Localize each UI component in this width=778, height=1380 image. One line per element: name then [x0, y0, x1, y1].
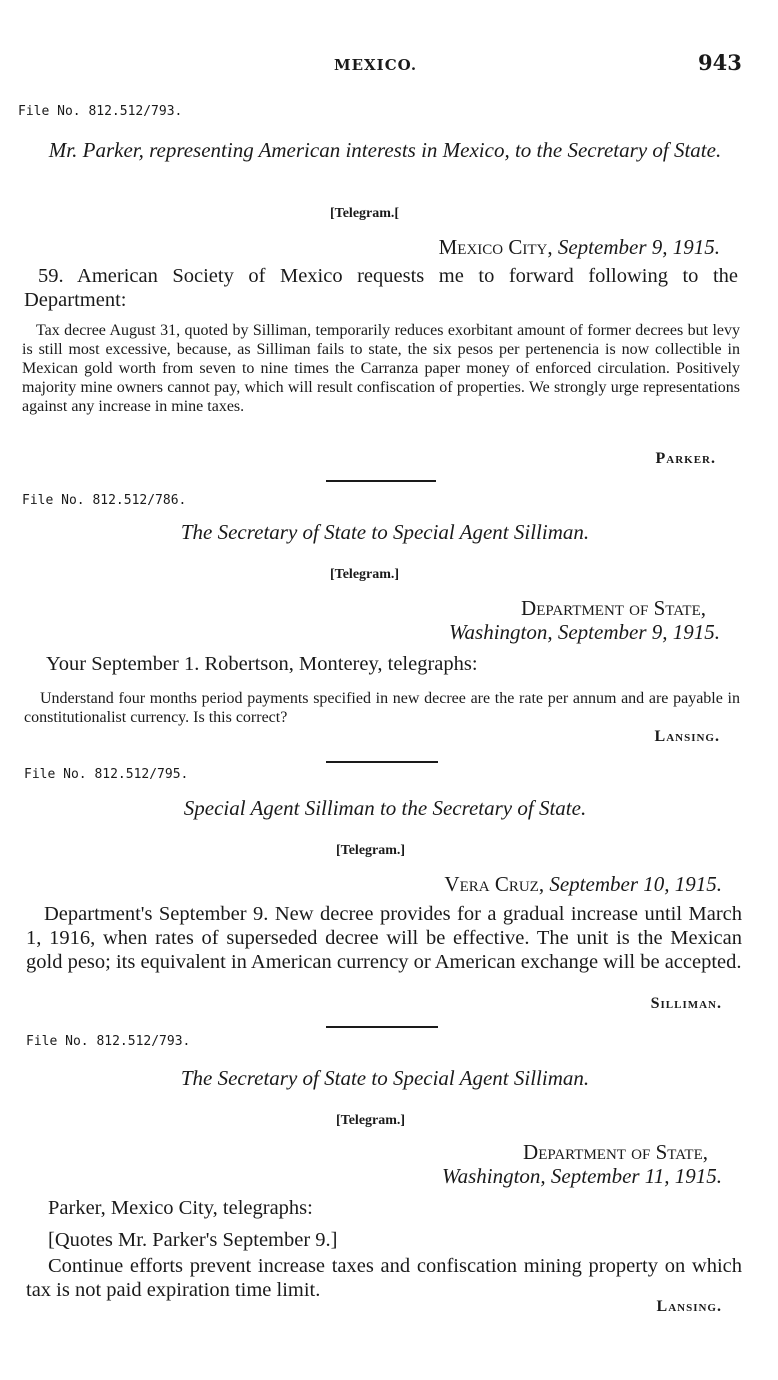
signature: Silliman.	[650, 995, 722, 1012]
dateline-place: Department of State,	[523, 1140, 708, 1164]
telegram-label: [Telegram.[	[330, 206, 400, 221]
body-paragraph: Department's September 9. New decree provides for a gradual increase until March 1, 1916, when rates of superseded decree will be effective. The unit is the Mexican gold peso; its equivalent in American currency or American exchange will be accepted.	[26, 903, 742, 973]
dateline-place: Department of State,	[521, 596, 706, 620]
file-number: File No. 812.512/786.	[22, 493, 187, 508]
running-head: MEXICO.	[334, 56, 418, 74]
dateline-place: Vera Cruz,	[444, 872, 545, 896]
dateline	[439, 235, 720, 260]
quoted-body: Understand four months period payments specified in new decree are the rate per annum and are payable in constitutionalist currency. Is this correct?	[24, 690, 740, 726]
intro-paragraph: Your September 1. Robertson, Monterey, telegraphs:	[46, 653, 478, 675]
section-divider	[326, 480, 436, 482]
dateline-date: September 9, 1915.	[557, 235, 720, 259]
intro-paragraph: 59. American Society of Mexico requests me to forward following to the Department:	[24, 265, 738, 311]
document-title: The Secretary of State to Special Agent Silliman.	[180, 1066, 590, 1090]
section-divider	[326, 1026, 438, 1028]
document-title: The Secretary of State to Special Agent Silliman.	[180, 520, 590, 544]
bracketed-note: [Quotes Mr. Parker's September 9.]	[48, 1229, 338, 1251]
telegram-label: [Telegram.]	[330, 567, 400, 582]
document-title: Special Agent Silliman to the Secretary of State.	[183, 796, 587, 820]
dateline-date: September 10, 1915.	[549, 872, 722, 896]
intro-paragraph: Parker, Mexico City, telegraphs:	[48, 1197, 313, 1219]
signature: Parker.	[655, 450, 716, 467]
page-number: 943	[698, 50, 742, 75]
telegram-label: [Telegram.]	[336, 1113, 406, 1128]
section-divider	[326, 761, 438, 763]
dateline-date: Washington, September 11, 1915.	[442, 1164, 722, 1188]
dateline-date: Washington, September 9, 1915.	[448, 620, 720, 644]
file-number: File No. 812.512/793.	[26, 1034, 191, 1049]
file-number: File No. 812.512/793.	[18, 104, 183, 119]
dateline-place: Mexico City,	[438, 235, 553, 259]
signature: Lansing.	[654, 728, 720, 745]
dateline	[444, 872, 722, 897]
body-paragraph: Continue efforts prevent increase taxes and confiscation mining property on which tax is not paid expiration time limit.	[26, 1255, 742, 1301]
file-number: File No. 812.512/795.	[24, 767, 189, 782]
telegram-label: [Telegram.]	[336, 843, 406, 858]
document-title: Mr. Parker, representing American interests in Mexico, to the Secretary of State.	[48, 138, 722, 162]
quoted-body: Tax decree August 31, quoted by Silliman, temporarily reduces exorbitant amount of former decrees but levy is still most excessive, because, as Silliman fails to state, the six pesos per pertenencia is now collectible in Mexican gold worth from seven to nine times the Carranza paper money of enforced circulation. Positively majority mine owners cannot pay, which will result confiscation of properties. We strongly urge representations against any increase in mine taxes.	[22, 322, 740, 415]
signature: Lansing.	[656, 1298, 722, 1315]
